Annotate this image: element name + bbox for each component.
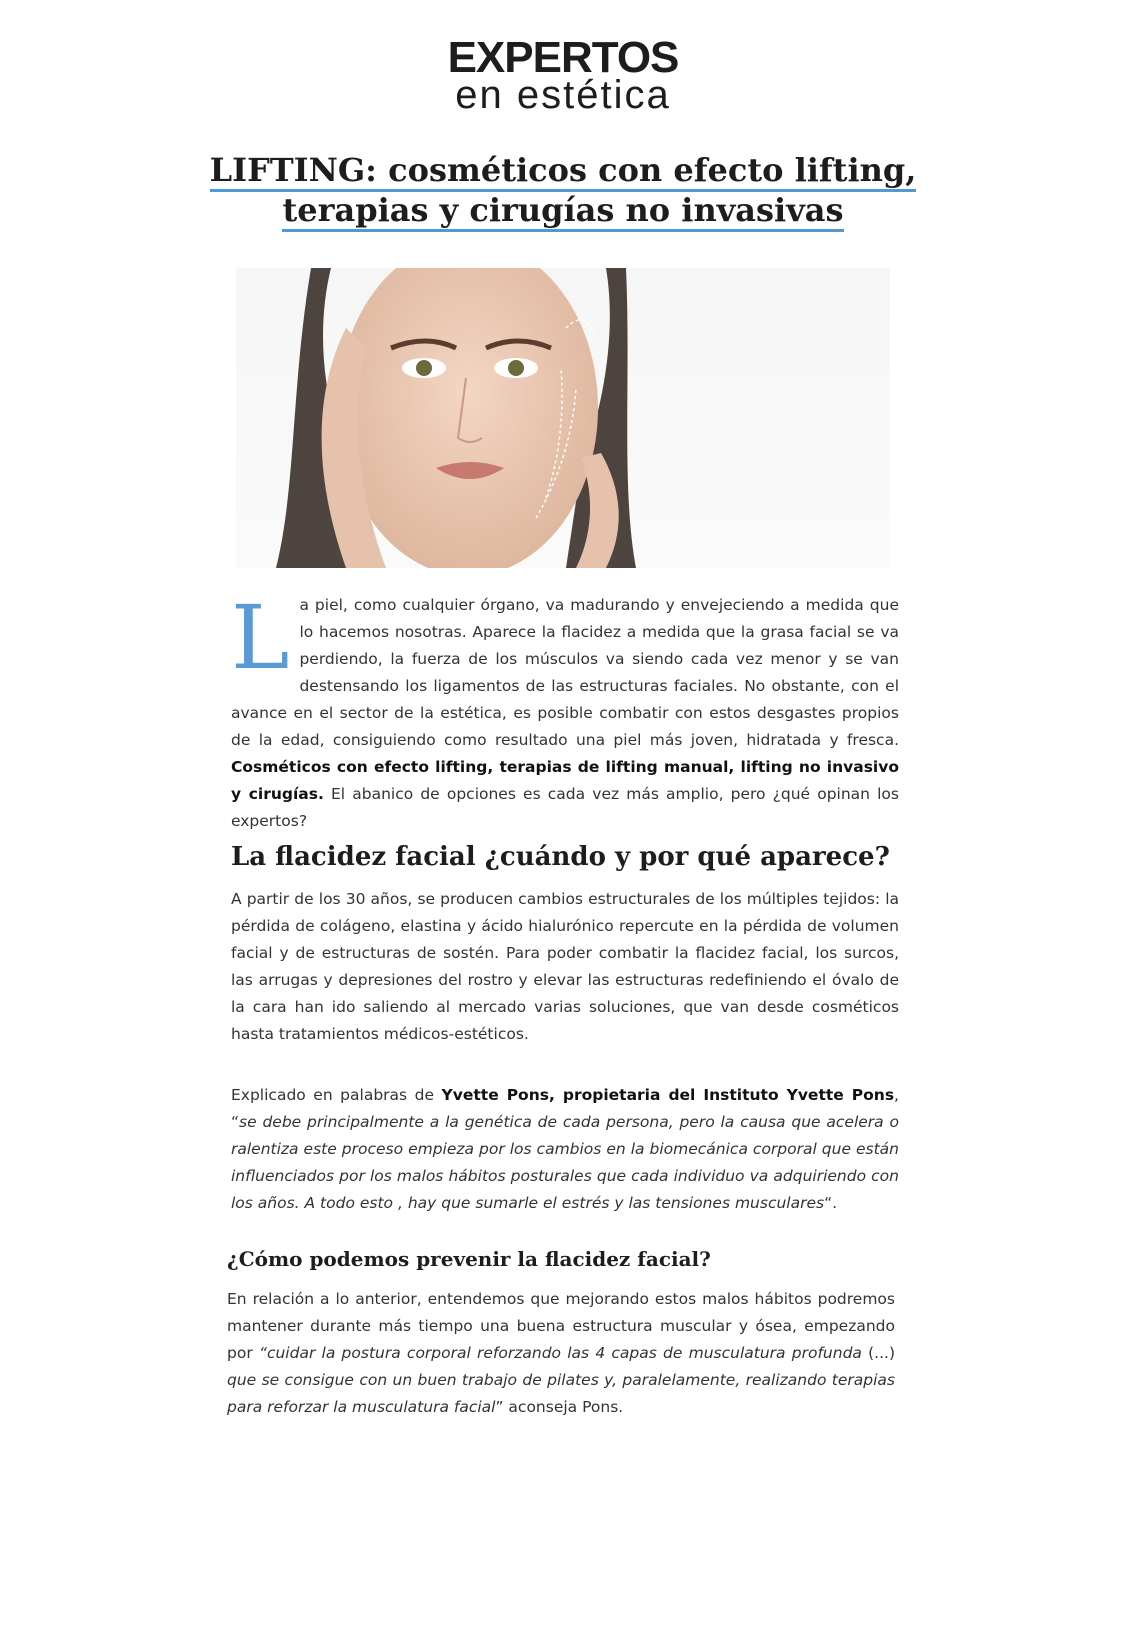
brand-logo-line2: en estética <box>455 73 671 117</box>
section2-p-end: ” aconseja Pons. <box>495 1398 624 1416</box>
article-title-line2: terapias y cirugías no invasivas <box>282 191 843 232</box>
intro-text-1: a piel, como cualquier órgano, va madurando y envejeciendo a medida que lo hacemos nosotras. Aparece la flacidez a medida que la grasa facial se va perdiendo, la fuerza de los músculos va siendo cada vez menor y se van destensando los ligamentos de las estructuras faciales. No obstante, con el avance en el sector de la estética, es posible combatir con estos desgastes propios de la edad, consiguiendo como resultado una piel más joven, hidratada y fresca. <box>231 596 899 749</box>
section2-paragraph <box>227 1286 895 1421</box>
intro-text-2: El abanico de opciones es cada vez más amplio, pero ¿qué opinan los expertos? <box>231 785 899 830</box>
article-title <box>180 150 946 230</box>
section2-p-prefix: En relación a lo anterior, entendemos que mejorando estos malos hábitos podremos mantener durante más tiempo una buena estructura muscular y ósea, empezando por <box>227 1290 895 1362</box>
article-title-line1: LIFTING: cosméticos con efecto lifting, <box>210 151 917 192</box>
hero-image <box>236 268 890 568</box>
section2-p-quote: “cuidar la postura corporal reforzando las 4 capas de musculatura profunda <box>258 1344 862 1362</box>
section1-paragraph-2 <box>231 1082 899 1217</box>
intro-paragraph <box>231 586 899 835</box>
section1-heading: La flacidez facial ¿cuándo y por qué aparece? <box>231 842 890 872</box>
section1-p2-sep: , “ <box>231 1086 899 1131</box>
section1-p2-prefix: Explicado en palabras de <box>231 1086 442 1104</box>
section1-p1-text: A partir de los 30 años, se producen cambios estructurales de los múltiples tejidos: la pérdida de colágeno, elastina y ácido hialurónico repercute en la pérdida de volumen facial y de estructuras de sostén. Para poder combatir la flacidez facial, los surcos, las arrugas y depresiones del rostro y elevar las estructuras redefiniendo el óvalo de la cara han ido saliendo al mercado varias soluciones, que van desde cosméticos hasta tratamientos médicos-estéticos. <box>231 890 899 1043</box>
brand-logo-line1: EXPERTOS <box>447 33 679 82</box>
section2-p-mid: (...) <box>861 1344 896 1362</box>
section1-p2-quote: se debe principalmente a la genética de cada persona, pero la causa que acelera o ralentiza este proceso empieza por los cambios en la biomecánica corporal que están influenciados por los malos hábitos posturales que cada individuo va adquiriendo con los años. A todo esto , hay que sumarle el estrés y las tensiones musculares <box>231 1113 899 1212</box>
hero-face-illustration <box>236 268 890 568</box>
brand-logo <box>0 33 1126 117</box>
section1-paragraph-1 <box>231 886 899 1048</box>
section1-p2-end: “. <box>824 1194 838 1212</box>
section2-p-quote2: que se consigue con un buen trabajo de pilates y, paralelamente, realizando terapias para reforzar la musculatura facial <box>227 1371 895 1416</box>
section1-p2-bold: Yvette Pons, propietaria del Instituto Yvette Pons <box>441 1086 895 1104</box>
intro-text-bold: Cosméticos con efecto lifting, terapias de lifting manual, lifting no invasivo y cirugías. <box>231 758 899 803</box>
dropcap-letter: L <box>231 586 290 689</box>
section2-heading: ¿Cómo podemos prevenir la flacidez facial? <box>227 1247 711 1271</box>
